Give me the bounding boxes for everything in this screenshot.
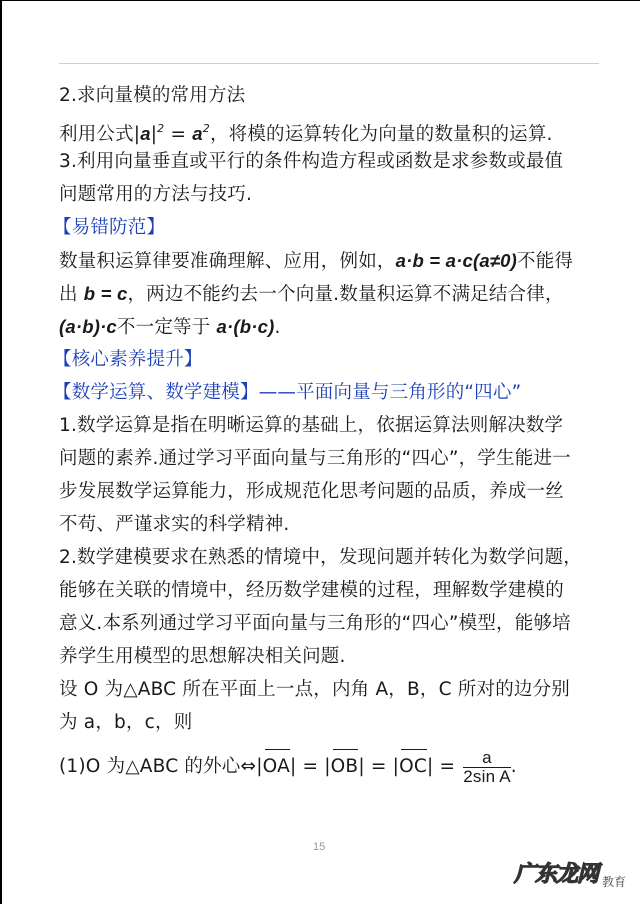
formula-suffix: . bbox=[510, 756, 517, 777]
error-line2-tail: ，两边不能约去一个向量.数量积运算不满足结合律， bbox=[127, 284, 564, 305]
setup-line2: 为 a，b，c，则 bbox=[59, 712, 193, 733]
vector-a-2: a bbox=[192, 123, 203, 144]
method2-prefix: 利用公式| bbox=[59, 124, 141, 145]
error-line3-text: 不一定等于 bbox=[116, 317, 211, 338]
period: . bbox=[274, 317, 281, 338]
setup-line1: 设 O 为△ABC 所在平面上一点，内角 A，B，C 所对的边分别 bbox=[59, 679, 570, 700]
p1-line4: 不苟、严谨求实的科学精神. bbox=[59, 514, 290, 535]
vector-oa: OA bbox=[263, 745, 290, 789]
error-line1-math: a·b = a·c(a≠0) bbox=[395, 250, 518, 271]
document-body bbox=[53, 79, 619, 789]
fraction-numerator: a bbox=[463, 749, 511, 768]
error-line1-text: 数量积运算律要准确理解、应用，例如， bbox=[59, 251, 396, 272]
p2-line1: 2.数学建模要求在熟悉的情境中，发现问题并转化为数学问题， bbox=[59, 547, 582, 568]
error-line3-math-a: (a·b)·c bbox=[59, 316, 117, 337]
error-line2-head: 出 bbox=[59, 284, 84, 305]
method3-line2: 问题常用的方法与技巧. bbox=[59, 184, 253, 205]
page-number: 15 bbox=[313, 841, 326, 853]
section-core-literacy: 【核心素养提升】 bbox=[53, 349, 203, 370]
method2-body: 利用公式$|a|^2 = a^2$，将模的运算转化为向量的数量积的运算. bbox=[59, 122, 553, 145]
error-line2-math: b = c bbox=[83, 283, 128, 304]
circumcenter-formula bbox=[59, 745, 619, 789]
exponent: 2 bbox=[157, 122, 165, 135]
error-line3 bbox=[59, 310, 619, 343]
p2-line4: 养学生用模型的思想解决相关问题. bbox=[59, 646, 346, 667]
vector-a: a bbox=[140, 123, 151, 144]
error-line2 bbox=[59, 277, 619, 310]
vector-oc: OC bbox=[399, 745, 427, 789]
error-line3-math-b: a·(b·c) bbox=[216, 316, 275, 337]
p2-line3: 意义.本系列通过学习平面向量与三角形的“四心”模型，能够培 bbox=[59, 613, 571, 634]
error-line1-tail: 不能得 bbox=[517, 251, 574, 272]
formula-sep3: | = bbox=[426, 756, 462, 777]
vector-ob: OB bbox=[331, 745, 359, 789]
p1-line3: 步发展数学运算能力，形成规范化思考问题的品质，养成一丝 bbox=[59, 481, 564, 502]
error-line1 bbox=[59, 244, 619, 277]
method2-rest: ，将模的运算转化为向量的数量积的运算. bbox=[209, 124, 553, 145]
section-math-modeling: 【数学运算、数学建模】——平面向量与三角形的“四心” bbox=[53, 382, 522, 403]
formula-sep1: | = | bbox=[289, 756, 331, 777]
section-error-prevention: 【易错防范】 bbox=[53, 217, 166, 238]
fraction bbox=[463, 749, 511, 786]
header-separator bbox=[59, 63, 599, 64]
p2-line2: 能够在关联的情境中，经历数学建模的过程，理解数学建模的 bbox=[59, 580, 564, 601]
method3-line1: 3.利用向量垂直或平行的条件构造方程或函数是求参数或最值 bbox=[59, 151, 564, 172]
watermark-logo: 广东龙网 bbox=[514, 862, 599, 887]
watermark-sub: 教育 bbox=[602, 875, 627, 889]
p1-line2: 问题的素养.通过学习平面向量与三角形的“四心”，学生能进一 bbox=[59, 448, 571, 469]
method2-title: 2.求向量模的常用方法 bbox=[59, 85, 246, 106]
fraction-denominator: 2sin A bbox=[463, 766, 511, 786]
formula-prefix: (1)O 为△ABC 的外心⇔| bbox=[59, 756, 263, 777]
formula-sep2: | = | bbox=[358, 756, 400, 777]
exponent-2: 2 bbox=[202, 122, 210, 135]
equals: = bbox=[164, 124, 193, 145]
p1-line1: 1.数学运算是指在明晰运算的基础上，依据运算法则解决数学 bbox=[59, 415, 564, 436]
